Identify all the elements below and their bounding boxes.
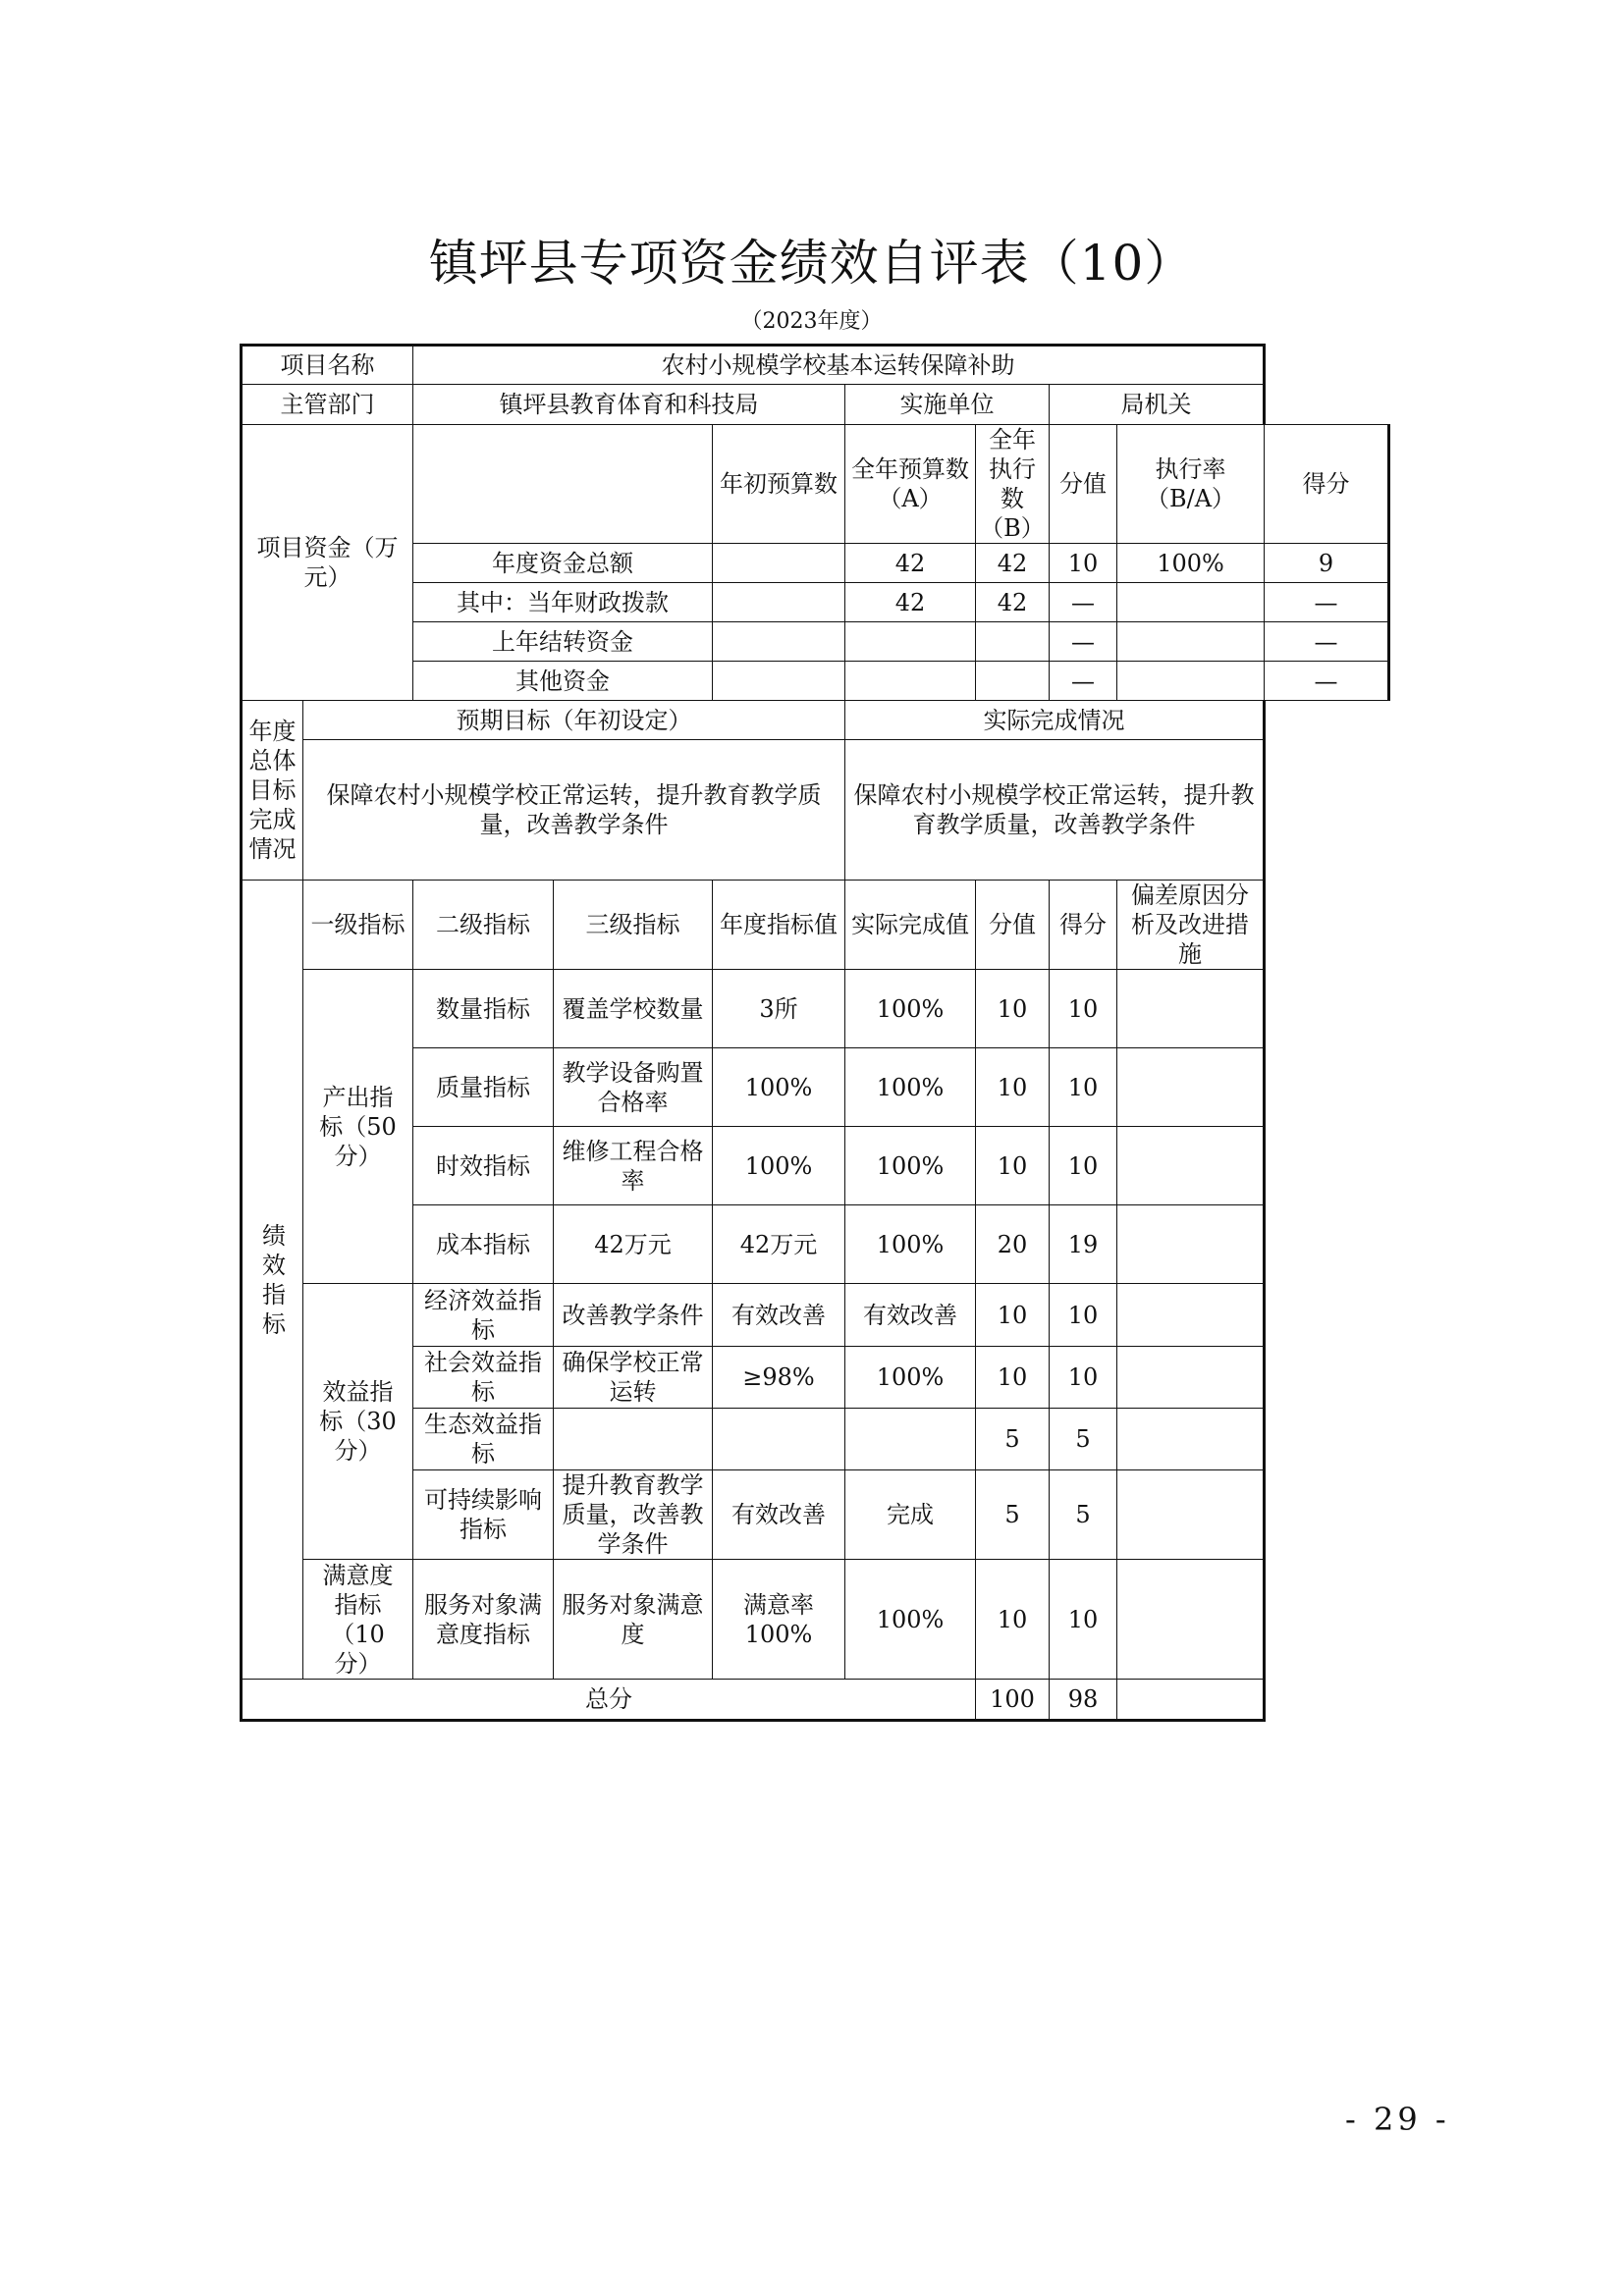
goals-expected: 保障农村小规模学校正常运转，提升教育教学质量，改善教学条件 — [303, 740, 845, 881]
ind-header-score: 得分 — [1050, 881, 1117, 970]
dept-label: 主管部门 — [242, 385, 413, 425]
ind-header-target: 年度指标值 — [713, 881, 845, 970]
ind-actual: 100% — [845, 1127, 976, 1205]
indicator-row — [242, 1560, 1389, 1680]
ind-actual: 100% — [845, 970, 976, 1048]
indicator-row — [242, 1347, 1389, 1409]
document-title: 镇坪县专项资金绩效自评表（10） — [428, 235, 1195, 292]
ind-score: 5 — [1050, 1470, 1117, 1560]
ind-score-value: 5 — [976, 1409, 1050, 1470]
ind-level3: 提升教育教学质量，改善教学条件 — [554, 1470, 713, 1560]
funds-row-initial — [713, 583, 845, 622]
funds-row-annual — [845, 622, 976, 662]
ind-score-value: 10 — [976, 1284, 1050, 1347]
document-year: （2023年度） — [740, 309, 883, 334]
ind-level2: 社会效益指标 — [413, 1347, 554, 1409]
funds-row-executed — [976, 622, 1050, 662]
ind-level1: 满意度指标（10分） — [303, 1560, 413, 1680]
ind-target: 满意率100% — [713, 1560, 845, 1680]
ind-level3: 改善教学条件 — [554, 1284, 713, 1347]
ind-level1: 产出指标（50分） — [303, 970, 413, 1284]
ind-level3: 维修工程合格率 — [554, 1127, 713, 1205]
ind-score-value: 5 — [976, 1470, 1050, 1560]
ind-target: 3所 — [713, 970, 845, 1048]
ind-level2: 经济效益指标 — [413, 1284, 554, 1347]
ind-level2: 成本指标 — [413, 1205, 554, 1284]
funds-row-rate: 100% — [1117, 544, 1265, 583]
funds-row — [242, 622, 1389, 662]
funds-row-rate — [1117, 583, 1265, 622]
indicator-row — [242, 1127, 1389, 1205]
funds-row — [242, 544, 1389, 583]
funds-header-rate: 执行率（B/A） — [1117, 425, 1265, 544]
goals-expected-label: 预期目标（年初设定） — [303, 701, 845, 740]
performance-evaluation-table — [240, 344, 1390, 1722]
ind-actual: 100% — [845, 1205, 976, 1284]
ind-score: 10 — [1050, 1048, 1117, 1127]
ind-deviation — [1117, 1347, 1265, 1409]
ind-actual: 完成 — [845, 1470, 976, 1560]
ind-level2: 质量指标 — [413, 1048, 554, 1127]
funds-row-annual: 42 — [845, 583, 976, 622]
indicator-row — [242, 970, 1389, 1048]
funds-row-score-value: — — [1050, 583, 1117, 622]
funds-row-name: 年度资金总额 — [413, 544, 713, 583]
ind-level3: 42万元 — [554, 1205, 713, 1284]
page-number: - 29 - — [1345, 2101, 1450, 2138]
ind-score-value: 10 — [976, 1127, 1050, 1205]
funds-row-rate — [1117, 662, 1265, 701]
funds-row-name: 上年结转资金 — [413, 622, 713, 662]
impl-label: 实施单位 — [845, 385, 1050, 425]
ind-header-level1: 一级指标 — [303, 881, 413, 970]
project-name: 农村小规模学校基本运转保障补助 — [413, 346, 1265, 385]
funds-row-score-value: 10 — [1050, 544, 1117, 583]
indicator-row — [242, 1409, 1389, 1470]
ind-score: 5 — [1050, 1409, 1117, 1470]
funds-row-score: — — [1265, 622, 1389, 662]
indicator-row — [242, 1470, 1389, 1560]
funds-row-score: — — [1265, 662, 1389, 701]
indicator-row — [242, 1205, 1389, 1284]
ind-deviation — [1117, 1127, 1265, 1205]
ind-level3: 覆盖学校数量 — [554, 970, 713, 1048]
ind-score-value: 10 — [976, 1347, 1050, 1409]
ind-deviation — [1117, 970, 1265, 1048]
project-name-label: 项目名称 — [242, 346, 413, 385]
ind-target — [713, 1409, 845, 1470]
ind-level3 — [554, 1409, 713, 1470]
ind-level2: 服务对象满意度指标 — [413, 1560, 554, 1680]
ind-target: 有效改善 — [713, 1284, 845, 1347]
ind-target: 有效改善 — [713, 1470, 845, 1560]
funds-header-blank — [413, 425, 713, 544]
funds-row-score: — — [1265, 583, 1389, 622]
ind-actual: 100% — [845, 1560, 976, 1680]
ind-level3: 教学设备购置合格率 — [554, 1048, 713, 1127]
goals-actual: 保障农村小规模学校正常运转，提升教育教学质量，改善教学条件 — [845, 740, 1265, 881]
ind-score: 10 — [1050, 1284, 1117, 1347]
ind-level2: 时效指标 — [413, 1127, 554, 1205]
indicator-row — [242, 1284, 1389, 1347]
ind-deviation — [1117, 1048, 1265, 1127]
ind-score: 19 — [1050, 1205, 1117, 1284]
funds-header-initial: 年初预算数 — [713, 425, 845, 544]
funds-row-initial — [713, 662, 845, 701]
funds-row-initial — [713, 622, 845, 662]
funds-row-executed: 42 — [976, 544, 1050, 583]
ind-score-value: 10 — [976, 970, 1050, 1048]
funds-row-score-value: — — [1050, 662, 1117, 701]
ind-level3: 服务对象满意度 — [554, 1560, 713, 1680]
ind-level1: 效益指标（30分） — [303, 1284, 413, 1560]
ind-header-score-value: 分值 — [976, 881, 1050, 970]
ind-level2: 生态效益指标 — [413, 1409, 554, 1470]
ind-deviation — [1117, 1470, 1265, 1560]
ind-score-value: 10 — [976, 1048, 1050, 1127]
indicators-label: 绩效指标 — [242, 881, 303, 1680]
total-score: 98 — [1050, 1680, 1117, 1721]
indicator-row — [242, 1048, 1389, 1127]
ind-score: 10 — [1050, 1347, 1117, 1409]
ind-deviation — [1117, 1560, 1265, 1680]
dept-value: 镇坪县教育体育和科技局 — [413, 385, 845, 425]
funds-header-score-value: 分值 — [1050, 425, 1117, 544]
ind-header-level3: 三级指标 — [554, 881, 713, 970]
ind-deviation — [1117, 1205, 1265, 1284]
ind-actual: 100% — [845, 1048, 976, 1127]
funds-row — [242, 662, 1389, 701]
ind-score-value: 10 — [976, 1560, 1050, 1680]
funds-row-score-value: — — [1050, 622, 1117, 662]
impl-value: 局机关 — [1050, 385, 1265, 425]
funds-row-executed: 42 — [976, 583, 1050, 622]
ind-score: 10 — [1050, 1127, 1117, 1205]
ind-header-deviation: 偏差原因分析及改进措施 — [1117, 881, 1265, 970]
ind-level2: 数量指标 — [413, 970, 554, 1048]
ind-header-actual: 实际完成值 — [845, 881, 976, 970]
ind-target: ≥98% — [713, 1347, 845, 1409]
goals-actual-label: 实际完成情况 — [845, 701, 1265, 740]
funds-row-rate — [1117, 622, 1265, 662]
ind-actual: 100% — [845, 1347, 976, 1409]
ind-deviation — [1117, 1284, 1265, 1347]
goals-label: 年度总体目标完成情况 — [242, 701, 303, 881]
total-label: 总分 — [242, 1680, 976, 1721]
ind-score-value: 20 — [976, 1205, 1050, 1284]
funds-row-score: 9 — [1265, 544, 1389, 583]
funds-label: 项目资金（万元） — [242, 425, 413, 701]
total-blank — [1117, 1680, 1265, 1721]
ind-header-level2: 二级指标 — [413, 881, 554, 970]
ind-score: 10 — [1050, 970, 1117, 1048]
funds-row-initial — [713, 544, 845, 583]
funds-row-annual: 42 — [845, 544, 976, 583]
ind-deviation — [1117, 1409, 1265, 1470]
ind-actual: 有效改善 — [845, 1284, 976, 1347]
ind-actual — [845, 1409, 976, 1470]
funds-header-executed: 全年执行数（B） — [976, 425, 1050, 544]
funds-header-score: 得分 — [1265, 425, 1389, 544]
funds-header-annual: 全年预算数（A） — [845, 425, 976, 544]
funds-row-annual — [845, 662, 976, 701]
ind-level2: 可持续影响指标 — [413, 1470, 554, 1560]
funds-row — [242, 583, 1389, 622]
ind-target: 100% — [713, 1127, 845, 1205]
ind-score: 10 — [1050, 1560, 1117, 1680]
total-score-value: 100 — [976, 1680, 1050, 1721]
ind-target: 42万元 — [713, 1205, 845, 1284]
funds-row-name: 其他资金 — [413, 662, 713, 701]
funds-row-name: 其中：当年财政拨款 — [413, 583, 713, 622]
ind-level3: 确保学校正常运转 — [554, 1347, 713, 1409]
ind-target: 100% — [713, 1048, 845, 1127]
funds-row-executed — [976, 662, 1050, 701]
